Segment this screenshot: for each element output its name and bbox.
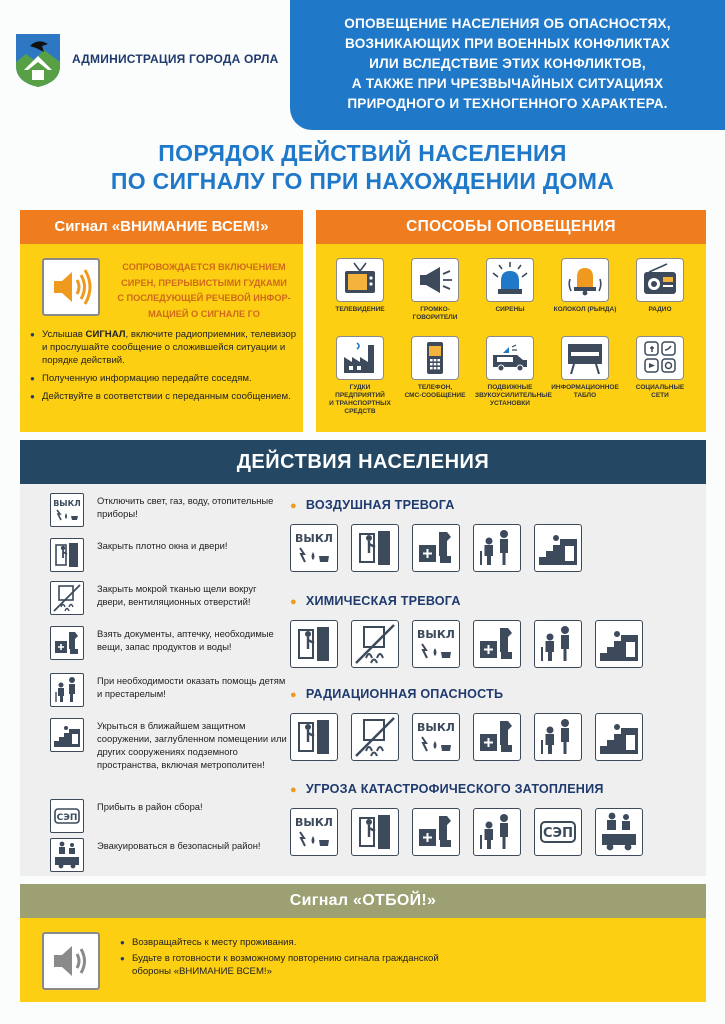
method-info-board	[550, 336, 620, 400]
legend-text: Отключить свет, газ, воду, отопительные приборы!	[97, 495, 274, 519]
svg-text:ВЫКЛ: ВЫКЛ	[417, 628, 455, 641]
header	[0, 0, 725, 135]
signal-description	[114, 260, 294, 322]
shelter-icon	[50, 718, 84, 752]
signal-attention-panel	[20, 210, 303, 432]
method-label: ГУДКИ ПРЕДПРИЯТИЙ И ТРАНСПОРТНЫХ СРЕДСТВ	[329, 384, 391, 415]
shelter-icon	[595, 713, 643, 761]
alarm-icons	[290, 524, 595, 572]
page-title-line-2: ПО СИГНАЛУ ГО ПРИ НАХОЖДЕНИИ ДОМА	[110, 168, 615, 194]
alarm-icons	[290, 713, 656, 761]
power-off-icon	[290, 808, 338, 856]
supplies-icon	[412, 524, 460, 572]
alarm-title: ● УГРОЗА КАТАСТРОФИЧЕСКОГО ЗАТОПЛЕНИЯ	[290, 782, 604, 796]
legend-text: Укрыться в ближайшем защитном сооружении, заглубленном помещении или других сооружениях подземного пространства, включая метрополитен!	[97, 720, 287, 770]
alarm-title: ● ВОЗДУШНАЯ ТРЕВОГА	[290, 498, 455, 512]
phone-icon	[411, 336, 459, 380]
method-sirens	[475, 258, 545, 314]
notice-line: А ТАКЖЕ ПРИ ЧРЕЗВЫЧАЙНЫХ СИТУАЦИЯХ	[351, 76, 664, 91]
legend-text: Взять документы, аптечку, необходимые вещи, запас продуктов и воды!	[97, 628, 274, 652]
all-clear-instructions	[120, 936, 460, 981]
shelter-icon	[595, 620, 643, 668]
signal-instructions	[30, 328, 298, 408]
supplies-icon	[473, 713, 521, 761]
seal-gaps-icon	[351, 620, 399, 668]
evacuate-icon	[595, 808, 643, 856]
van-icon	[486, 336, 534, 380]
close-windows-icon	[351, 524, 399, 572]
instruction-item: ● Будьте в готовности к возможному повторению сигнала гражданской обороны «ВНИМАНИЕ ВСЕМ!»	[120, 952, 460, 978]
svg-text:ВЫКЛ: ВЫКЛ	[295, 532, 333, 545]
radio-icon	[636, 258, 684, 302]
notice-line: ВОЗНИКАЮЩИХ ПРИ ВОЕННЫХ КОНФЛИКТАХ	[345, 36, 670, 51]
notification-methods-heading: СПОСОБЫ ОПОВЕЩЕНИЯ	[316, 210, 706, 244]
help-elderly-icon	[473, 808, 521, 856]
svg-text:ВЫКЛ: ВЫКЛ	[295, 816, 333, 829]
board-icon	[561, 336, 609, 380]
method-label: ГРОМКО- ГОВОРИТЕЛИ	[412, 306, 458, 321]
method-bell	[550, 258, 620, 314]
help-elderly-icon	[534, 620, 582, 668]
close-windows-icon	[50, 538, 84, 572]
signal-description-line: СИРЕН, ПРЕРЫВИСТЫМИ ГУДКАМИ	[121, 277, 287, 288]
speaker-icon	[42, 258, 100, 316]
method-factory-horns	[325, 336, 395, 416]
signal-all-clear-panel	[20, 884, 706, 1002]
population-actions-section	[20, 440, 706, 876]
svg-text:ВЫКЛ: ВЫКЛ	[417, 721, 455, 734]
notice-line: ОПОВЕЩЕНИЕ НАСЕЛЕНИЯ ОБ ОПАСНОСТЯХ,	[344, 16, 671, 31]
instruction-item: ● Возвращайтесь к месту проживания.	[120, 936, 460, 949]
sep-label: СЭП	[56, 813, 78, 823]
evacuate-icon	[50, 838, 84, 872]
power-off-icon	[412, 713, 460, 761]
speaker-icon	[42, 932, 100, 990]
signal-all-clear-heading: Сигнал «ОТБОЙ!»	[20, 884, 706, 918]
method-label: ТЕЛЕВИДЕНИЕ	[335, 306, 385, 313]
alarm-title: ● РАДИАЦИОННАЯ ОПАСНОСТЬ	[290, 687, 503, 701]
method-label: ТЕЛЕФОН, СМС-СООБЩЕНИЕ	[404, 384, 466, 399]
close-windows-icon	[290, 620, 338, 668]
method-phone-sms	[400, 336, 470, 400]
instruction-item: ● Полученную информацию передайте соседям.	[30, 372, 298, 385]
instruction-emphasis: СИГНАЛ	[85, 329, 126, 340]
signal-attention-heading: Сигнал «ВНИМАНИЕ ВСЕМ!»	[20, 210, 303, 244]
help-elderly-icon	[534, 713, 582, 761]
signal-description-line: МАЦИЕЙ О СИГНАЛЕ ГО	[148, 308, 260, 319]
method-label: ИНФОРМАЦИОННОЕ ТАБЛО	[551, 384, 619, 399]
help-elderly-icon	[473, 524, 521, 572]
factory-icon	[336, 336, 384, 380]
sep-icon	[534, 808, 582, 856]
instruction-text: Услышав	[42, 329, 86, 340]
supplies-icon	[50, 626, 84, 660]
instruction-item: ● Действуйте в соответствии с переданным сообщением.	[30, 390, 298, 403]
off-label: ВЫКЛ	[53, 499, 81, 508]
svg-text:СЭП: СЭП	[543, 826, 573, 841]
notification-methods-panel	[316, 210, 706, 432]
method-label: КОЛОКОЛ (РЫНДА)	[553, 306, 617, 313]
instruction-item	[30, 328, 298, 367]
method-label: РАДИО	[648, 306, 672, 313]
notice-line: ПРИРОДНОГО И ТЕХНОГЕННОГО ХАРАКТЕРА.	[347, 96, 668, 111]
close-windows-icon	[351, 808, 399, 856]
legend-text: Закрыть плотно окна и двери!	[97, 540, 228, 551]
legend-text: При необходимости оказать помощь детям и престарелым!	[97, 675, 286, 699]
signal-description-line: С ПОСЛЕДУЮЩЕЙ РЕЧЕВОЙ ИНФОР-	[117, 293, 291, 303]
method-label: СОЦИАЛЬНЫЕ СЕТИ	[635, 384, 685, 399]
bell-icon	[561, 258, 609, 302]
method-radio	[625, 258, 695, 314]
signal-description-line: СОПРОВОЖДАЕТСЯ ВКЛЮЧЕНИЕМ	[122, 262, 286, 272]
tv-icon	[336, 258, 384, 302]
seal-gaps-icon	[351, 713, 399, 761]
loudspeaker-icon	[411, 258, 459, 302]
social-icon	[636, 336, 684, 380]
alarm-title: ● ХИМИЧЕСКАЯ ТРЕВОГА	[290, 594, 461, 608]
method-label: ПОДВИЖНЫЕ ЗВУКОУСИЛИТЕЛЬНЫЕ УСТАНОВКИ	[475, 384, 552, 407]
method-label: СИРЕНЫ	[495, 306, 525, 313]
page-title-line-1: ПОРЯДОК ДЕЙСТВИЙ НАСЕЛЕНИЯ	[158, 140, 567, 166]
power-off-icon	[50, 493, 84, 527]
method-mobile-loudspeakers	[475, 336, 552, 408]
shelter-icon	[534, 524, 582, 572]
supplies-icon	[412, 808, 460, 856]
legend-text: Эвакуироваться в безопасный район!	[97, 840, 261, 851]
city-coat-of-arms-icon	[14, 32, 62, 88]
supplies-icon	[473, 620, 521, 668]
notice-line: ИЛИ ВСЛЕДСТВИЕ ЭТИХ КОНФЛИКТОВ,	[369, 56, 646, 71]
alarm-icons	[290, 620, 656, 668]
close-windows-icon	[290, 713, 338, 761]
method-tv	[325, 258, 395, 314]
legend-text: Закрыть мокрой тканью щели вокруг двери, вентиляционных отверстий!	[97, 583, 257, 607]
seal-gaps-icon	[50, 581, 84, 615]
population-actions-heading: ДЕЙСТВИЯ НАСЕЛЕНИЯ	[20, 440, 706, 484]
administration-name: АДМИНИСТРАЦИЯ ГОРОДА ОРЛА	[72, 52, 279, 66]
help-elderly-icon	[50, 673, 84, 707]
notice-banner	[290, 0, 725, 130]
method-social-networks	[625, 336, 695, 400]
instruction-text: , включите радиоприемник, телевизор и прослушайте сообщение о сложившейся ситуации и порядке действий.	[42, 329, 297, 366]
power-off-icon	[412, 620, 460, 668]
siren-icon	[486, 258, 534, 302]
power-off-icon	[290, 524, 338, 572]
sep-icon	[50, 799, 84, 833]
legend-text: Прибыть в район сбора!	[97, 801, 203, 812]
alarm-icons	[290, 808, 656, 856]
method-loudspeakers	[400, 258, 470, 322]
